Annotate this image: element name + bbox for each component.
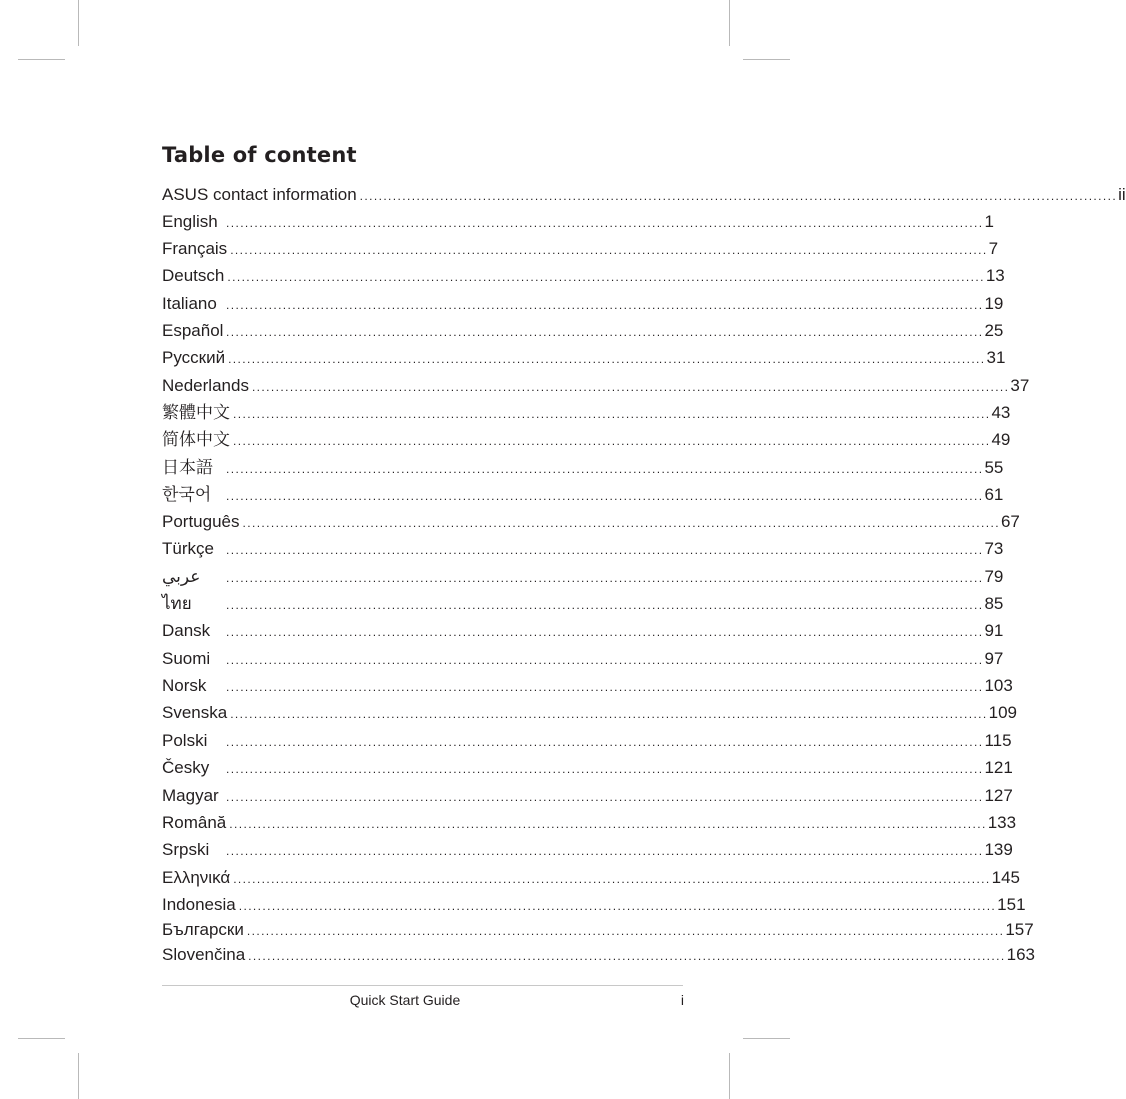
toc-entry-page: 145 [991, 868, 1021, 887]
toc-entry[interactable] [162, 838, 1013, 862]
toc-entry-label: Svenska [162, 703, 228, 722]
dot-leader: ................................................................................................................................................................ [230, 243, 988, 257]
toc-entry-page: 31 [986, 348, 1006, 367]
dot-leader: ................................................................................................................................................................ [233, 434, 991, 448]
dot-leader: ................................................................................................................................................................ [238, 899, 997, 913]
toc-entry-page: 13 [985, 266, 1005, 285]
dot-leader: ................................................................................................................................................................ [226, 462, 984, 476]
dot-leader: ................................................................................................................................................................ [226, 653, 984, 667]
toc-entry-label: Magyar [162, 786, 219, 805]
dot-leader: ................................................................................................................................................................ [230, 707, 988, 721]
dot-leader: ................................................................................................................................................................ [226, 571, 984, 585]
toc-entry-label: Français [162, 239, 228, 258]
toc-entry[interactable] [162, 729, 1012, 753]
crop-mark [78, 0, 79, 46]
toc-entry-label: 한국어 [162, 485, 212, 504]
toc-entry-page: 151 [997, 895, 1026, 914]
toc-entry-page: 37 [1010, 376, 1030, 395]
dot-leader: ................................................................................................................................................................ [226, 680, 984, 694]
toc-entry[interactable] [162, 264, 1005, 288]
toc-entry[interactable] [162, 537, 1004, 561]
toc-entry[interactable] [162, 428, 1011, 452]
toc-entry[interactable] [162, 619, 1004, 643]
toc-entry-page: 43 [991, 403, 1011, 422]
crop-mark [743, 59, 790, 60]
toc-entry[interactable] [162, 811, 1017, 835]
toc-entry-label: Português [162, 512, 240, 531]
toc-entry-label: Norsk [162, 676, 207, 695]
dot-leader: ................................................................................................................................................................ [226, 543, 984, 557]
toc-entry-page: 127 [984, 786, 1013, 805]
toc-entry[interactable] [162, 866, 1021, 890]
toc-entry-page: 85 [984, 594, 1004, 613]
toc-entry-label: ไทย [162, 594, 192, 613]
toc-entry-page: ii [1118, 185, 1126, 204]
toc-entry[interactable] [162, 374, 1030, 398]
toc-entry[interactable] [162, 237, 999, 261]
toc-entry-page: 91 [984, 621, 1004, 640]
toc-entry-label: English [162, 212, 218, 231]
toc-entry[interactable] [162, 756, 1013, 780]
dot-leader: ................................................................................................................................................................ [246, 924, 1005, 938]
toc-entry-page: 115 [984, 731, 1012, 750]
toc-entry-label: عربي [162, 567, 201, 586]
dot-leader: ................................................................................................................................................................ [233, 407, 991, 421]
toc-entry-label: Česky [162, 758, 210, 777]
toc-entry-page: 49 [991, 430, 1011, 449]
toc-entry-label: Русский [162, 348, 226, 367]
toc-entry[interactable] [162, 918, 1034, 942]
dot-leader: ................................................................................................................................................................ [226, 735, 984, 749]
dot-leader: ................................................................................................................................................................ [226, 598, 984, 612]
dot-leader: ................................................................................................................................................................ [248, 949, 1006, 963]
toc-entry-page: 163 [1006, 945, 1035, 964]
toc-entry-page: 133 [987, 813, 1017, 832]
dot-leader: ................................................................................................................................................................ [226, 216, 984, 230]
toc-entry[interactable] [162, 784, 1013, 808]
toc-entry[interactable] [162, 292, 1004, 316]
dot-leader: ................................................................................................................................................................ [227, 270, 985, 284]
dot-leader: ................................................................................................................................................................ [229, 817, 987, 831]
toc-entry-label: Suomi [162, 649, 211, 668]
dot-leader: ................................................................................................................................................................ [251, 380, 1010, 394]
toc-entry-label: Deutsch [162, 266, 225, 285]
toc-entry[interactable] [162, 647, 1004, 671]
dot-leader: ................................................................................................................................................................ [226, 298, 984, 312]
toc-entry[interactable] [162, 319, 1004, 343]
footer-page-number: i [680, 992, 684, 1008]
toc-entry-page: 97 [984, 649, 1004, 668]
toc-entry-page: 25 [984, 321, 1004, 340]
footer-divider [162, 985, 683, 986]
toc-entry-page: 109 [988, 703, 1018, 722]
toc-entry-page: 79 [984, 567, 1004, 586]
toc-entry-label: Dansk [162, 621, 211, 640]
dot-leader: ................................................................................................................................................................ [228, 352, 986, 366]
dot-leader: ................................................................................................................................................................ [226, 625, 984, 639]
dot-leader: ................................................................................................................................................................ [226, 762, 984, 776]
dot-leader: ................................................................................................................................................................ [226, 325, 984, 339]
toc-entry[interactable] [162, 210, 994, 234]
footer-title: Quick Start Guide [349, 992, 461, 1008]
toc-entry[interactable] [162, 510, 1020, 534]
toc-entry-page: 73 [984, 539, 1004, 558]
toc-entry[interactable] [162, 701, 1018, 725]
toc-entry-page: 7 [988, 239, 999, 258]
toc-entry[interactable] [162, 401, 1011, 425]
toc-entry-page: 55 [984, 458, 1004, 477]
toc-entry[interactable] [162, 893, 1026, 917]
dot-leader: ................................................................................................................................................................ [242, 516, 1000, 530]
toc-entry[interactable] [162, 346, 1006, 370]
toc-entry-label: Slovenčina [162, 945, 246, 964]
toc-entry-label: 简体中文 [162, 430, 230, 449]
toc-entry-label: Español [162, 321, 224, 340]
toc-entry-label: Türkçe [162, 539, 214, 558]
crop-mark [18, 59, 65, 60]
toc-entry-page: 121 [984, 758, 1013, 777]
toc-entry-label: ASUS contact information [162, 185, 357, 204]
crop-mark [743, 1038, 790, 1039]
toc-entry-page: 157 [1005, 920, 1034, 939]
dot-leader: ................................................................................................................................................................ [359, 189, 1118, 203]
toc-entry-label: Polski [162, 731, 208, 750]
toc-entry[interactable] [162, 674, 1013, 698]
dot-leader: ................................................................................................................................................................ [233, 872, 991, 886]
toc-entry-page: 61 [984, 485, 1004, 504]
toc-entry[interactable] [162, 456, 1004, 480]
toc-entry-label: 日本語 [162, 458, 213, 477]
page-title: Table of content [162, 143, 357, 167]
dot-leader: ................................................................................................................................................................ [226, 790, 984, 804]
toc-entry[interactable] [162, 592, 1004, 616]
dot-leader: ................................................................................................................................................................ [226, 489, 984, 503]
toc-entry-label: Ελληνικά [162, 868, 231, 887]
crop-mark [18, 1038, 65, 1039]
toc-entry-page: 139 [984, 840, 1013, 859]
toc-entry-page: 103 [984, 676, 1013, 695]
dot-leader: ................................................................................................................................................................ [226, 844, 984, 858]
toc-entry[interactable] [162, 565, 1004, 589]
toc-entry-label: Indonesia [162, 895, 236, 914]
toc-entry[interactable] [162, 483, 1004, 507]
toc-entry-label: Български [162, 920, 244, 939]
toc-entry-page: 19 [984, 294, 1004, 313]
toc-entry-label: Italiano [162, 294, 217, 313]
toc-entry[interactable] [162, 943, 1035, 967]
crop-mark [729, 0, 730, 46]
toc-entry-label: Română [162, 813, 227, 832]
toc-entry-label: Nederlands [162, 376, 249, 395]
toc-entry-page: 67 [1000, 512, 1020, 531]
toc-entry-label: 繁體中文 [162, 403, 230, 422]
toc-entry[interactable] [162, 183, 1126, 207]
crop-mark [78, 1053, 79, 1099]
crop-mark [729, 1053, 730, 1099]
toc-entry-label: Srpski [162, 840, 210, 859]
toc-entry-page: 1 [984, 212, 994, 231]
